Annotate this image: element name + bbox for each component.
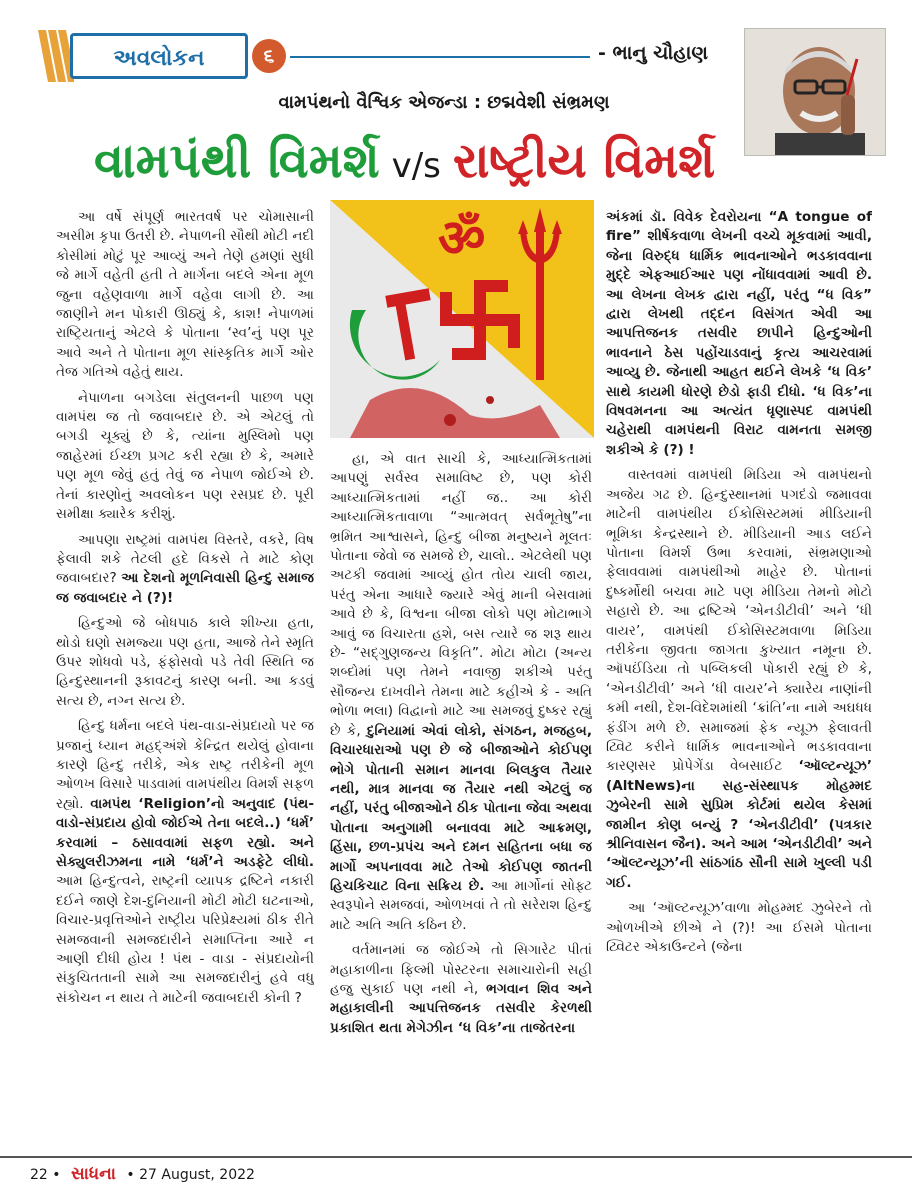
- article-subtitle: વામપંથનો વૈશ્વિક એજન્ડા : છદ્મવેશી સંભ્રમણ: [278, 92, 610, 113]
- swastika-icon: [440, 280, 520, 360]
- section-number-badge: ૬: [252, 39, 286, 73]
- col1-para-1: આ વર્ષે સંપૂર્ણ ભારતવર્ષ પર ચોમાસાની અસીમ કૃપા ઉતરી છે. નેપાળની સૌથી મોટી નદી કોસીમાં મોટું પૂર આવ્યું અને તેણે હમણાં સુધી જે માર્ગે વહેતી હતી તે માર્ગના બદલે એના મૂળ જુના વહેણવાળા માર્ગે વહેવા લાગી છે. આ જાણીને મન પોકારી ઊઠ્યું કે, કાશ! નેપાળમાં રાષ્ટ્રિયતાનું એટલે કે પોતાના ‘સ્વ’નું પણ પૂર આવે અને તે પોતાના મૂળ સાંસ્કૃતિક માર્ગે ઓર તેજ ગતિએ વહેતું થાય.: [56, 209, 314, 381]
- header-rule: [290, 56, 590, 58]
- article-column-3: [606, 208, 872, 1148]
- headline-right: રાષ્ટ્રીય વિમર્શ: [452, 133, 716, 189]
- headline-left: વામપંથી વિમર્શ: [94, 133, 380, 189]
- author-name: - ભાનુ ચૌહાણ: [598, 42, 708, 64]
- author-photo: [744, 28, 886, 156]
- issue-date: 27 August, 2022: [139, 1167, 255, 1183]
- col1-para-2: નેપાળના બગડેલા સંતુલનની પાછળ પણ વામપંથ જ તો જવાબદાર છે. એ એટલું તો બગડી ચૂક્યું છે કે, ત્યાંના મુસ્લિમો પણ જાહેરમાં ઈચ્છા પ્રગટ કરી રહ્યા છે કે, અમારે પણ મૂળ જેવું હતું તેવું જ નેપાળ જોઈએ છે. તેનાં કારણોનું અવલોકન પણ રસપ્રદ છે. પૂરી સમીક્ષા ક્યારેક કરીશું.: [56, 389, 314, 523]
- page-number: 22: [30, 1167, 48, 1183]
- article-header: [0, 0, 912, 210]
- col3-para-2: વાસ્તવમાં વામપંથી મિડિયા એ વામપંથનો અજેય ગઢ છે. હિન્દુસ્થાનમાં પગદંડો જમાવવા માટેની વામપંથીય ઈકોસિસ્ટમમાં મીડિયાની ભૂમિકા કેન્દ્રસ્થાને છે. મીડિયાની આડ લઈને પોતાના વિમર્શ ઉભા કરવામાં, સંભ્રમણાઓ ફેલાવવામાં વામપંથીઓ માહેર છે. પોતાનાં દુષ્કર્મોથી બચવા માટે પણ મીડિયા તેમનો મોટો સહારો છે. આ દ્રષ્ટિએ ‘એનડીટીવી’ અને ‘ધી વાયર’, વામપંથી ઈકોસિસ્ટમવાળા મિડિયા તરીકેના જીવતા જાગતા કુખ્યાત નમૂના છે. ઑપઈંડિયા તો પબ્લિકલી પોકારી રહ્યું છે કે, ‘એનડીટીવી’ અને ‘ધી વાયર’ને ક્યારેય નાણાંની કમી નથી, દેશ-વિદેશમાંથી ‘ક્રાંતિ’ના નામે અઘધધ ફંડીંગ મળે છે. સમાજમાં ફેક ન્યૂઝ ફેલાવતી ટ્વિટ કરીને ધાર્મિક ભાવનાઓને ભડકાવવાના કારણસર પ્રોપેગેંડા વેબસાઈટ ‘ઑલ્ટન્યૂઝ’ (AltNews)ના સહ-સંસ્થાપક મોહમ્મદ ઝુબેરની સામે સુપ્રિમ કોર્ટમાં થયેલ કેસમાં જામીન કોણ બન્યું ? ‘એનડીટીવી’ (પત્રકાર શ્રીનિવાસન જૈન). અને આમ ‘એનડીટીવી’ અને ‘ઑલ્ટન્યૂઝ’ની સાંઠગાંઠ સૌની સામે ખુલ્લી પડી ગઈ.: [606, 467, 872, 891]
- stripes-decoration-icon: [38, 30, 74, 82]
- article-illustration: [330, 200, 594, 438]
- svg-text:ॐ: ॐ: [438, 209, 486, 269]
- footer-separator-icon: •: [52, 1167, 61, 1183]
- col2-para-1: હા, એ વાત સાચી કે, આધ્યાત્મિકતામાં આપણું સર્વસ્વ સમાવિષ્ટ છે, પણ કોરી આધ્યાત્મિકતામાં નહીં જ.. આ કોરી આધ્યાત્મિકતાવાળા “આત્મવત્ સર્વભૂતેષુ”ના ભ્રમિત આશ્વાસને, હિન્દુ બીજા મનુષ્યને મૂલતઃ પોતાના જેવો જ સમજે છે, ચાલો.. એટલેથી પણ અટકી જવામાં આવ્યું હોત તોય ચાલી જાય, પરંતુ એના આધારે જ્યારે એવું માની બેસવામાં આવે છે કે, વિશ્વના બીજા લોકો પણ મોટાભાગે આવું જ વિચારતા હશે, બસ ત્યારે જ શરૂ થાય છે- “સદ્ગુણજન્ય વિકૃતિ”. મોટા મોટા (અન્ય શબ્દોમાં પણ તેમને નવાજી શકીએ પરંતુ સૌજન્ય દાખવીને તેમના માટે કહીએ કે - અતિ ભોળા ભલા) વિદ્વાનો માટે આ સમજવું દુષ્કર રહ્યું છે કે, દુનિયામાં એવાં લોકો, સંગઠન, મજહબ, વિચારધારાઓ પણ છે જે બીજાઓને કોઈપણ ભોગે પોતાની સમાન માનવા બિલકુલ તૈયાર નથી, માત્ર માનવા જ તૈયાર નથી એટલું જ નહીં, પરંતુ બીજાઓને ઠીક પોતાના જેવા અથવા પોતાના અનુગામી બનાવવા માટે આક્રમણ, હિંસા, છળ-પ્રપંચ અને દમન સહિતના બધા જ માર્ગો અપનાવવા માટે તેઓ કોઈપણ જાતની હિચકિચાટ વિના સક્રિય છે. આ માર્ગોનાં સોફ્ટ સ્વરૂપોને સમજવાં, ઓળખવાં તે તો સરેરાશ હિન્દુ માટે અતિ અતિ કઠિન છે.: [330, 451, 592, 933]
- col3-para-3: આ ‘ઑલ્ટન્યૂઝ’વાળા મોહમ્મદ ઝુબેરને તો ઓળખીએ છીએ ને (?)! આ ઈસમે પોતાના ટ્વિટર એકાઉન્ટને (જેના: [606, 900, 872, 956]
- col1-para-4: હિન્દુઓ જે બોધપાઠ કાલે શીખ્યા હતા, થોડો ઘણો સમજ્યા પણ હતા, આજે તેને સ્મૃતિ ઉપર શોધવો પડે, ફંફોસવો પડે તેવી સ્થિતિ જ હિન્દુસ્થાનની રૂકાવટનું કારણ બની. આ કડવું સત્ય છે, નગ્ન સત્ય છે.: [56, 615, 314, 709]
- magazine-logo: સાધના: [71, 1164, 116, 1184]
- section-tag: અવલોકન: [70, 33, 248, 79]
- article-column-2: [330, 450, 592, 1150]
- om-icon: [438, 209, 485, 269]
- footer-rule: [0, 1156, 912, 1158]
- col1-para-5: હિન્દુ ધર્મના બદલે પંથ-વાડા-સંપ્રદાયો પર જ પ્રજાનું ધ્યાન મહદ્અંશે કેન્દ્રિત થયેલું હોવાના કારણે હિન્દુ તરીકે, એક રાષ્ટ્ર તરીકેની મૂળ ઓળખ વિસારે પાડવામાં વામપંથીય વિમર્શ સફળ રહ્યો. વામપંથ ‘Religion’નો અનુવાદ (પંથ-વાડો-સંપ્રદાય હોવો જોઈએ તેના બદલે..) ‘ધર્મ’ કરવામાં – ઠસાવવામાં સફળ રહ્યો. અને સેક્યુલરીઝમના નામે ‘ધર્મ’ને અડફેટે લીધો. આમ હિન્દુત્વને, રાષ્ટ્રની વ્યાપક દ્રષ્ટિને નકારી દઈને જાણે દેશ-દુનિયાની મોટી મોટી ઘટનાઓ, વિચાર-પ્રવૃત્તિઓને રાષ્ટ્રીય પરિપ્રેક્ષ્યમાં ઠીક રીતે સમજવાની સમજદારીને સમાપ્તિના આરે ન આણી દીધી હોય ! પંથ - વાડા - સંપ્રદાયોની સંકુચિતતાની સામે આ સમજદારીનું હવે વધુ સંકોચન ન થાય તે માટેની જવાબદારી કોની ?: [56, 718, 314, 1006]
- article-column-1: [56, 208, 314, 1148]
- col1-para-3: આપણા રાષ્ટ્રમાં વામપંથ વિસ્તરે, વકરે, વિષ ફેલાવી શકે તેટલી હદે વિકસે તે માટે કોણ જવાબદાર? આ દેશનો મૂળનિવાસી હિન્દુ સમાજ જ જવાબદાર ને (?)!: [56, 531, 314, 606]
- author-portrait-icon: [745, 29, 885, 155]
- footer-separator-icon: •: [126, 1167, 135, 1183]
- article-headline: [94, 128, 754, 194]
- headline-vs: v/s: [391, 146, 441, 186]
- col2-para-2: વર્તમાનમાં જ જોઈએ તો સિગારેટ પીતાં મહાકાળીના ફિલ્મી પોસ્ટરના સમાચારોની સહી હજુ સુકાઈ પણ નથી ને, ભગવાન શિવ અને મહાકાલીની આપત્તિજનક તસવીર કેરળથી પ્રકાશિત થતા મેગેઝીન ‘ધ વિક’ના તાજેતરના: [330, 942, 592, 1036]
- page-footer: [30, 1160, 255, 1188]
- col3-para-1: અંકમાં ડૉ. વિવેક દેવરોયના “A tongue of fire” શીર્ષકવાળા લેખની વચ્ચે મૂકવામાં આવી, જેના વિરુદ્ધ ધાર્મિક ભાવનાઓને ભડકાવવાના મુદ્દે એફઆઈઆર પણ નોંધાવવામાં આવી છે. આ લેખના લેખક દ્વારા નહીં, પરંતુ “ધ વિક” દ્વારા લેખથી તદ્દન વિસંગત એવી આ આપત્તિજનક તસવીર છાપીને હિન્દુઓની ભાવનાને ઠેસ પહોંચાડવાનું કૃત્ય આચરવામાં આવ્યુ છે. જેનાથી આહત થઈને લેખકે ‘ધ વિક’ સાથે કાયમી ધોરણે છેડો ફાડી દીધો. ‘ધ વિક’ના વિષવમનના આ અત્યંત ધૃણાસ્પદ વામપંથી ચહેરાથી વામપંથની વિરાટ વામનતા સમજી શકીએ કે (?) !: [606, 209, 872, 458]
